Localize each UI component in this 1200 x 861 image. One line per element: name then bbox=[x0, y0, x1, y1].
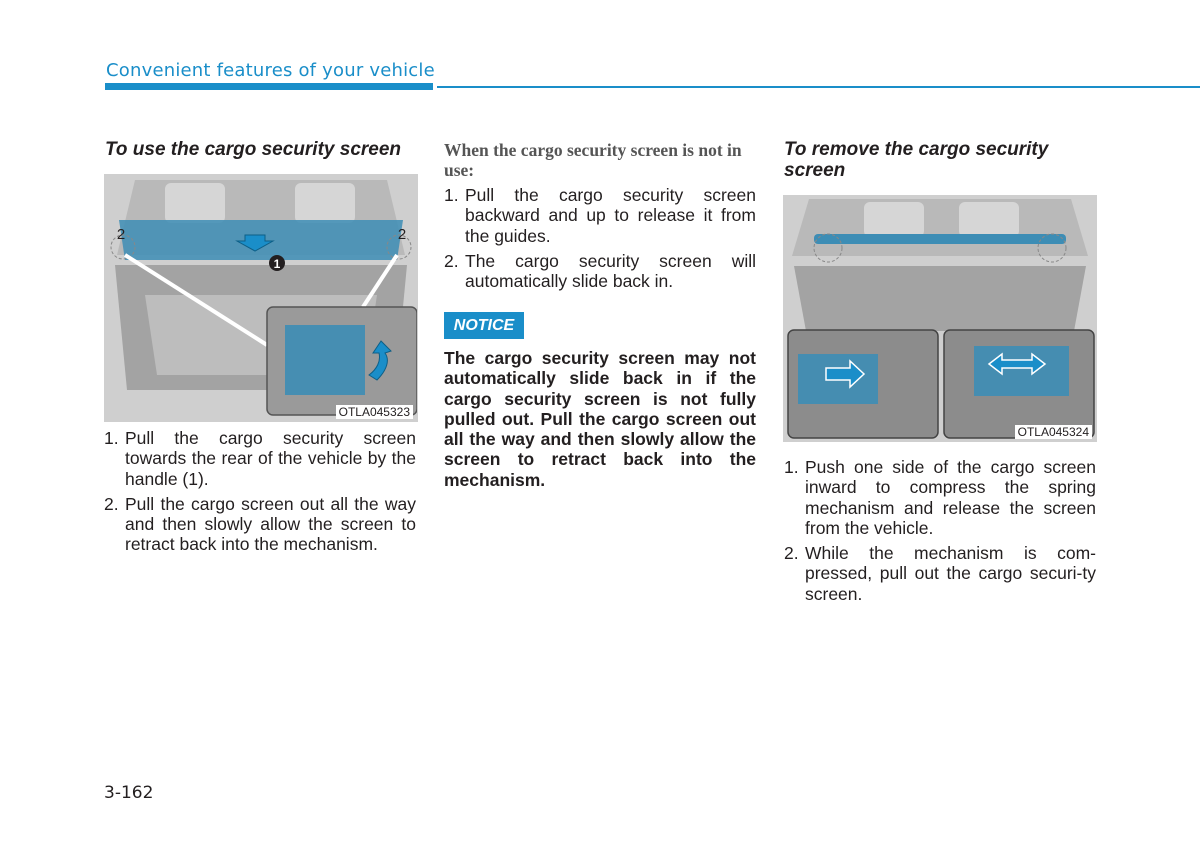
figure-code-remove: OTLA045324 bbox=[1015, 425, 1092, 439]
list-item: 1. Push one side of the cargo screen inward to compress the spring mechanism and release the screen from the vehicle. bbox=[784, 457, 1096, 538]
list-item: 2. Pull the cargo screen out all the way and then slowly allow the screen to retract back into the mechanism. bbox=[104, 493, 416, 555]
list-item: 1. Pull the cargo security screen towards the rear of the vehicle by the handle (1). bbox=[104, 428, 416, 489]
figure-code-use: OTLA045323 bbox=[336, 405, 413, 419]
remove-screen-steps bbox=[784, 457, 1096, 609]
list-item: 2. While the mechanism is com-pressed, pull out the cargo securi-ty screen. bbox=[784, 543, 1096, 604]
list-item: 1. Pull the cargo security screen backward and up to release it from the guides. bbox=[444, 185, 756, 246]
callout-1: 1 bbox=[273, 257, 281, 271]
header-rule-thin bbox=[437, 86, 1200, 88]
notice-text: The cargo security screen may not automatically slide back in if the cargo security screen is not fully pulled out. Pull the cargo screen out all the way and then slowly allow the screen to retract back into the mechanism. bbox=[444, 348, 756, 490]
use-screen-heading: To use the cargo security screen bbox=[105, 139, 402, 160]
column-use-screen bbox=[105, 139, 417, 160]
cargo-removal-illustration bbox=[784, 196, 1096, 441]
cargo-area-illustration bbox=[105, 175, 417, 421]
remove-screen-heading: To remove the cargo security screen bbox=[784, 139, 1049, 181]
not-in-use-heading: When the cargo security screen is not in use: bbox=[444, 140, 742, 180]
figure-remove-screen bbox=[783, 195, 1097, 442]
list-item: 2. The cargo security screen will automatically slide back in. bbox=[444, 250, 756, 292]
column-not-in-use bbox=[444, 140, 756, 296]
figure-use-screen bbox=[104, 174, 418, 422]
notice-badge: NOTICE bbox=[444, 312, 524, 339]
section-title: Convenient features of your vehicle bbox=[106, 60, 435, 81]
header-rule-thick bbox=[105, 83, 433, 90]
use-screen-steps bbox=[104, 428, 416, 560]
callout-2-left: 2 bbox=[116, 226, 126, 243]
callout-2-right: 2 bbox=[397, 226, 407, 243]
column-remove-screen bbox=[784, 139, 1096, 181]
page-number: 3-162 bbox=[104, 783, 154, 803]
